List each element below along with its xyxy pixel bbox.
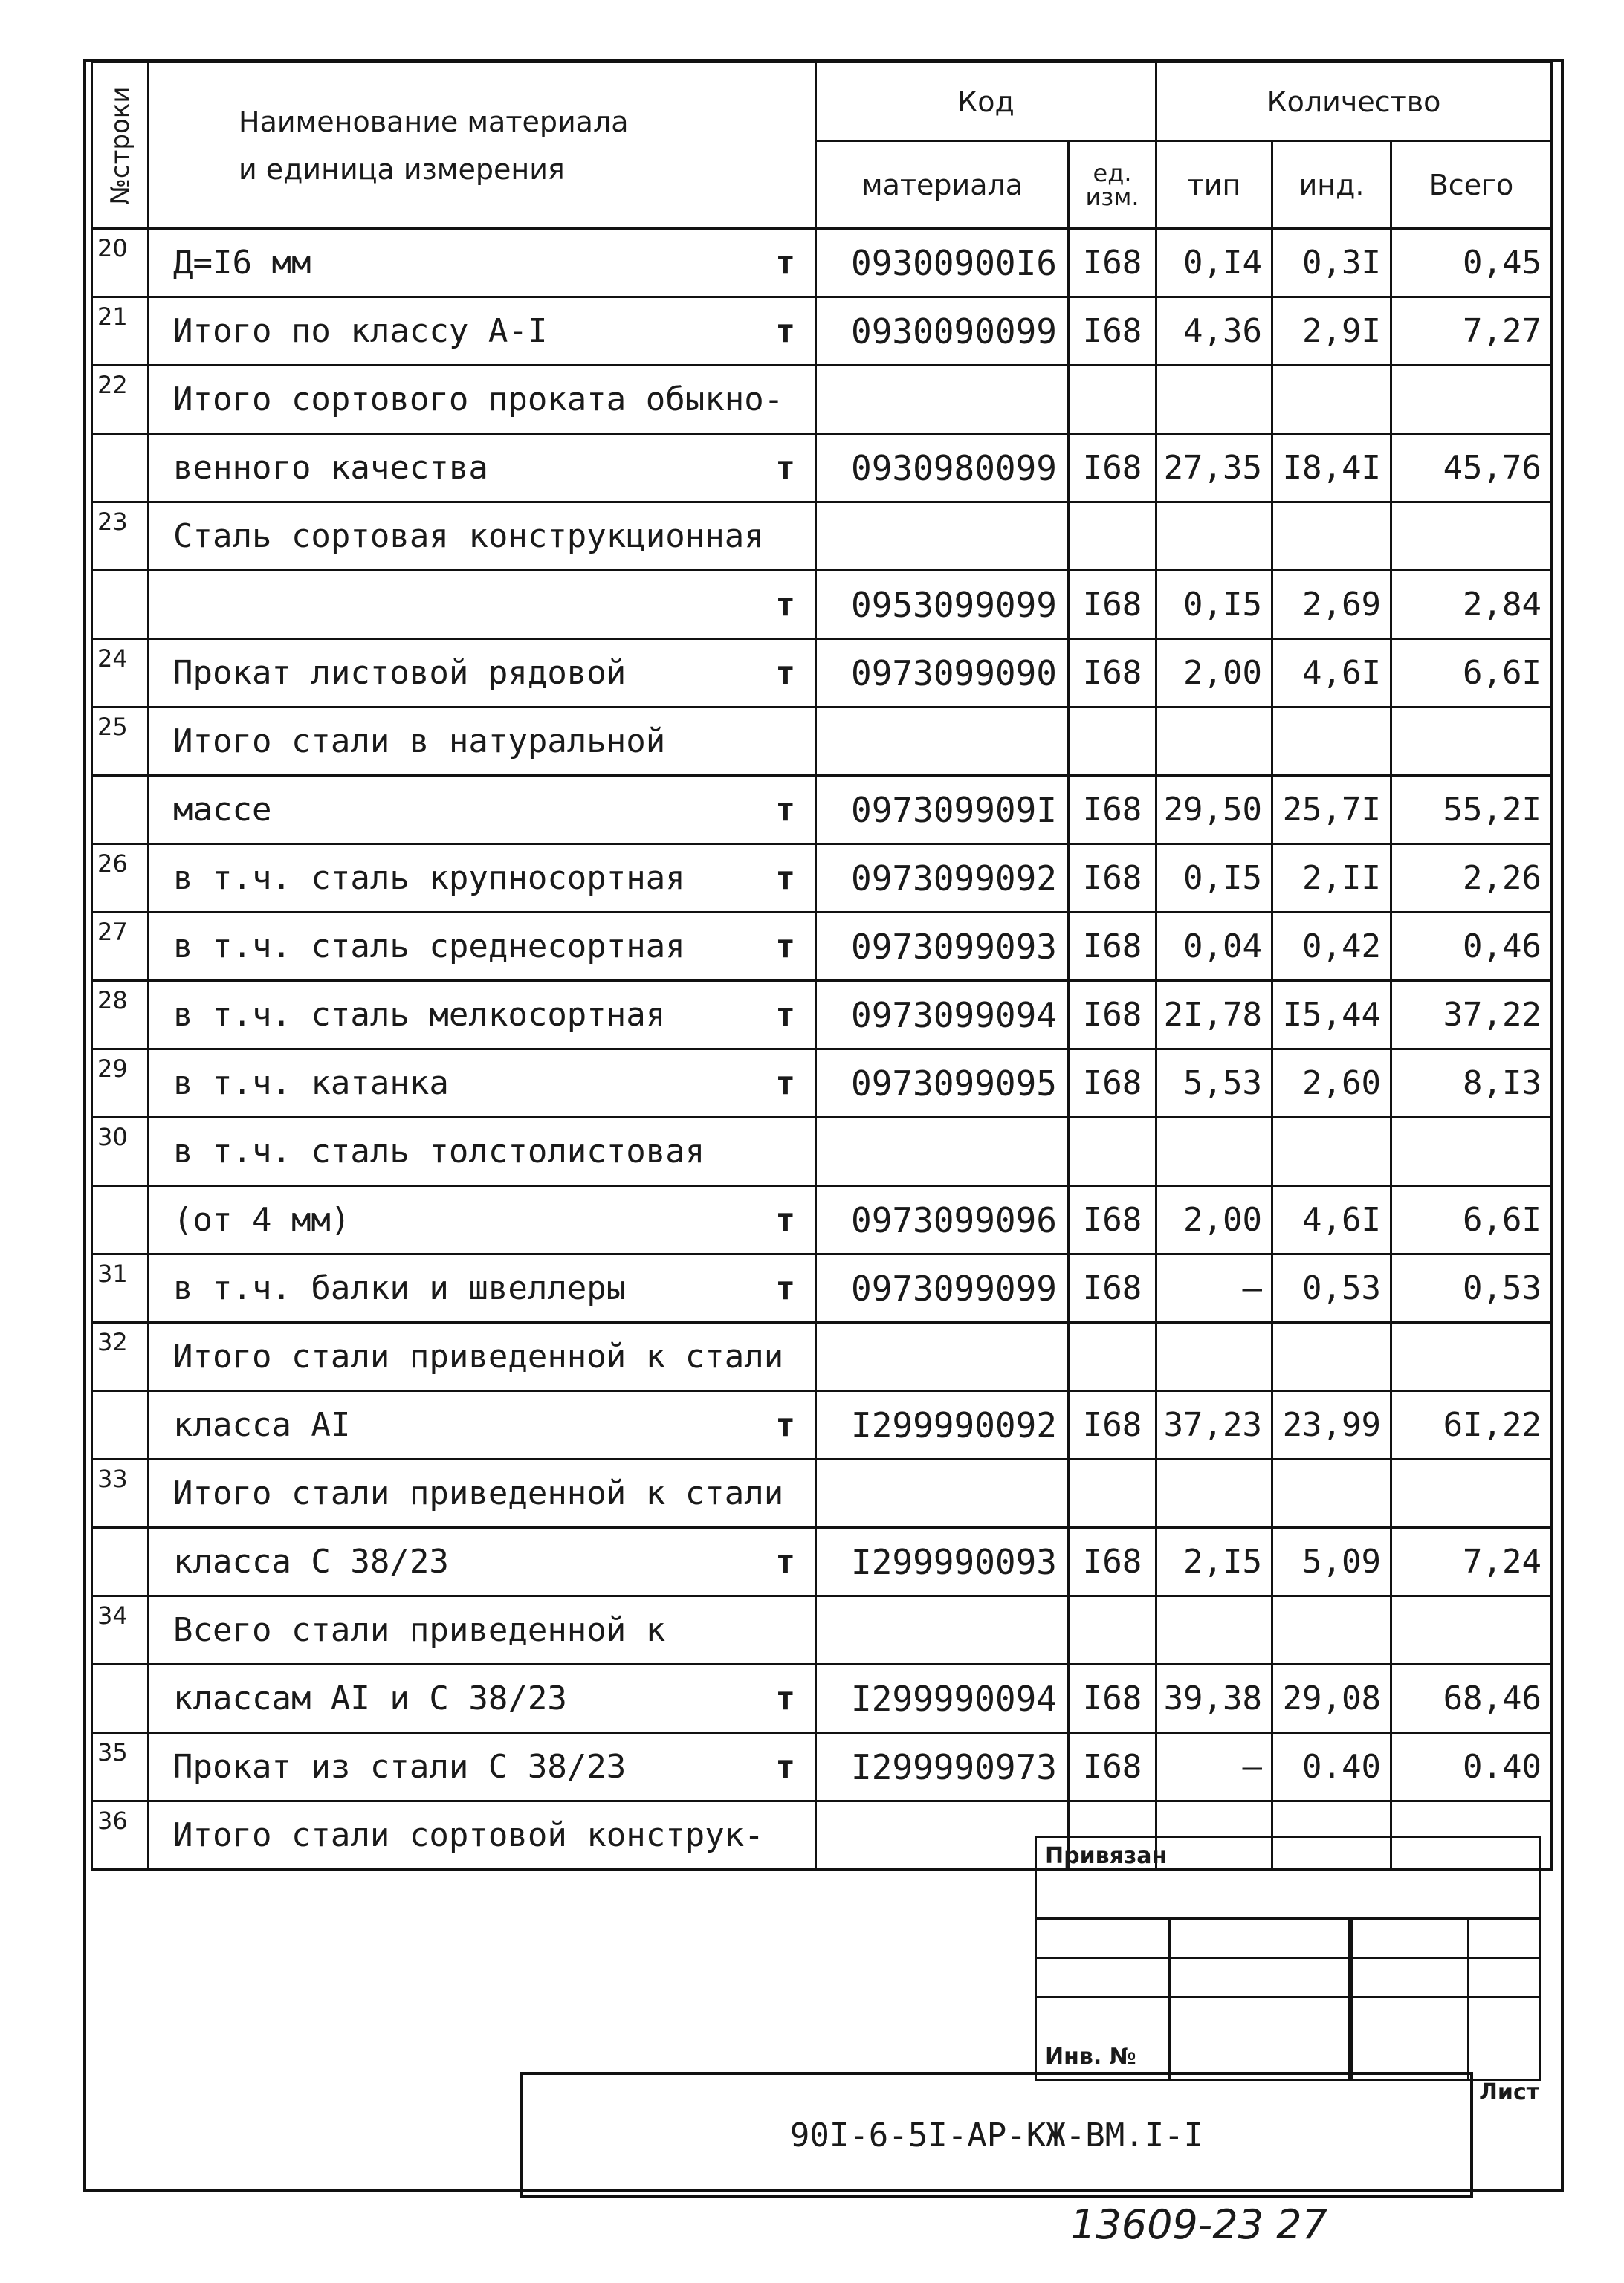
unit-code: I68	[1069, 297, 1156, 366]
unit-letter: т	[775, 1543, 795, 1581]
header-code-material: материала	[816, 141, 1069, 229]
material-name	[149, 502, 816, 571]
qty-ind: 2,69	[1272, 571, 1391, 639]
material-code: 0930090099	[816, 297, 1069, 366]
unit-code: I68	[1069, 1254, 1156, 1323]
qty-ind: 4,6I	[1272, 639, 1391, 707]
unit-letter: т	[775, 449, 795, 487]
qty-typ	[1156, 1596, 1272, 1665]
material-name	[149, 1186, 816, 1254]
table-row	[92, 1665, 1552, 1733]
material-name-text: классам АI и С 38/23	[173, 1680, 567, 1717]
material-code: 0973099093	[816, 913, 1069, 981]
unit-letter: т	[775, 1201, 795, 1239]
unit-code: I68	[1069, 1186, 1156, 1254]
unit-code: I68	[1069, 844, 1156, 913]
sheet-label: Лист	[1479, 2079, 1540, 2105]
qty-total: 2,84	[1391, 571, 1552, 639]
material-name	[149, 1254, 816, 1323]
unit-code: I68	[1069, 1665, 1156, 1733]
material-code: I299990094	[816, 1665, 1069, 1733]
row-number: 20	[92, 229, 149, 297]
row-number: 23	[92, 502, 149, 571]
table-row	[92, 1460, 1552, 1528]
material-code: 0973099092	[816, 844, 1069, 913]
row-number: 28	[92, 981, 149, 1049]
qty-typ	[1156, 707, 1272, 776]
unit-code: I68	[1069, 1049, 1156, 1118]
row-number	[92, 434, 149, 502]
qty-ind: I8,4I	[1272, 434, 1391, 502]
material-name-text: Итого по классу А-I	[173, 312, 548, 350]
handwritten-number: 13609-23 27	[1070, 2201, 1327, 2248]
unit-code	[1069, 502, 1156, 571]
qty-typ	[1156, 502, 1272, 571]
material-name	[149, 366, 816, 434]
qty-total: 8,I3	[1391, 1049, 1552, 1118]
qty-total: 0,46	[1391, 913, 1552, 981]
unit-letter: т	[775, 996, 795, 1034]
table-row	[92, 502, 1552, 571]
table-row	[92, 1596, 1552, 1665]
qty-total: 55,2I	[1391, 776, 1552, 844]
row-number: 21	[92, 297, 149, 366]
material-code	[816, 366, 1069, 434]
stamp-inv-label: Инв. №	[1045, 2044, 1136, 2070]
qty-typ: 27,35	[1156, 434, 1272, 502]
table-row	[92, 1186, 1552, 1254]
row-number	[92, 1528, 149, 1596]
row-number	[92, 1186, 149, 1254]
unit-code	[1069, 707, 1156, 776]
material-name-text: в т.ч. сталь среднесортная	[173, 927, 685, 965]
unit-letter: т	[775, 1748, 795, 1786]
row-number	[92, 776, 149, 844]
material-name-text: (от 4 мм)	[173, 1201, 351, 1239]
qty-total: 0,53	[1391, 1254, 1552, 1323]
header-quantity: Количество	[1156, 62, 1552, 141]
qty-typ: 0,I5	[1156, 571, 1272, 639]
material-name	[149, 1323, 816, 1391]
table-row	[92, 981, 1552, 1049]
material-code: 09300900I6	[816, 229, 1069, 297]
material-code	[816, 707, 1069, 776]
table-row	[92, 229, 1552, 297]
row-number	[92, 571, 149, 639]
qty-total: 0,45	[1391, 229, 1552, 297]
qty-typ: 0,04	[1156, 913, 1272, 981]
material-name-text: в т.ч. сталь толстолистовая	[173, 1133, 705, 1170]
material-name-text: Итого стали в натуральной	[173, 722, 666, 760]
material-name-text: в т.ч. балки и швеллеры	[173, 1269, 627, 1307]
stamp-cell	[1168, 1917, 1350, 2081]
material-name-text: класса С 38/23	[173, 1543, 449, 1581]
material-name	[149, 434, 816, 502]
table-row	[92, 639, 1552, 707]
qty-ind	[1272, 1323, 1391, 1391]
table-row	[92, 776, 1552, 844]
header-row-number: №строки	[92, 62, 149, 229]
table-row	[92, 844, 1552, 913]
header-qty-total: Всего	[1391, 141, 1552, 229]
qty-typ: 2,I5	[1156, 1528, 1272, 1596]
stamp-bound-label: Привязан	[1045, 1843, 1168, 1869]
material-name	[149, 1118, 816, 1186]
material-name	[149, 1733, 816, 1801]
row-number	[92, 1665, 149, 1733]
material-name-text: Д=I6 мм	[173, 244, 311, 282]
qty-ind	[1272, 1596, 1391, 1665]
qty-typ: –	[1156, 1733, 1272, 1801]
table-row	[92, 1323, 1552, 1391]
material-name	[149, 1391, 816, 1460]
qty-typ	[1156, 1460, 1272, 1528]
row-number: 31	[92, 1254, 149, 1323]
qty-total	[1391, 1323, 1552, 1391]
material-name-text: Итого сортового проката обыкно-	[173, 380, 784, 418]
unit-code: I68	[1069, 1733, 1156, 1801]
unit-code: I68	[1069, 229, 1156, 297]
row-number: 26	[92, 844, 149, 913]
table-row	[92, 707, 1552, 776]
row-number: 32	[92, 1323, 149, 1391]
material-name	[149, 1049, 816, 1118]
unit-letter: т	[775, 1269, 795, 1307]
qty-ind: 2,II	[1272, 844, 1391, 913]
row-number: 33	[92, 1460, 149, 1528]
material-code	[816, 1460, 1069, 1528]
qty-total: 45,76	[1391, 434, 1552, 502]
material-name-text: массе	[173, 791, 272, 829]
row-number: 30	[92, 1118, 149, 1186]
unit-code: I68	[1069, 1391, 1156, 1460]
unit-letter: т	[775, 1406, 795, 1444]
unit-letter: т	[775, 312, 795, 350]
qty-ind	[1272, 366, 1391, 434]
qty-ind	[1272, 707, 1391, 776]
unit-code: I68	[1069, 913, 1156, 981]
material-code	[816, 1801, 1069, 1870]
unit-code: I68	[1069, 639, 1156, 707]
unit-letter: т	[775, 654, 795, 692]
qty-total	[1391, 502, 1552, 571]
unit-code: I68	[1069, 776, 1156, 844]
qty-typ: 2,00	[1156, 639, 1272, 707]
qty-ind: 2,9I	[1272, 297, 1391, 366]
material-name	[149, 1801, 816, 1870]
qty-total	[1391, 707, 1552, 776]
material-code: 0953099099	[816, 571, 1069, 639]
document-code: 90I-6-5I-АР-КЖ-ВМ.I-I	[520, 2072, 1473, 2198]
row-number: 25	[92, 707, 149, 776]
unit-code: I68	[1069, 981, 1156, 1049]
qty-ind: 4,6I	[1272, 1186, 1391, 1254]
qty-total: 37,22	[1391, 981, 1552, 1049]
qty-typ	[1156, 1118, 1272, 1186]
header-qty-ind: инд.	[1272, 141, 1391, 229]
header-name-line1: Наименование материала	[239, 105, 629, 138]
unit-code	[1069, 1460, 1156, 1528]
stamp-cell	[1350, 1917, 1469, 2081]
unit-code: I68	[1069, 1528, 1156, 1596]
row-number: 36	[92, 1801, 149, 1870]
unit-letter: т	[775, 244, 795, 282]
qty-total	[1391, 1596, 1552, 1665]
table-row	[92, 913, 1552, 981]
header-name-line2: и единица измерения	[239, 152, 565, 186]
unit-code: I68	[1069, 571, 1156, 639]
material-name-text: Всего стали приведенной к	[173, 1611, 666, 1649]
table-row	[92, 434, 1552, 502]
material-code: 0973099090	[816, 639, 1069, 707]
material-code: 0973099095	[816, 1049, 1069, 1118]
qty-ind: 23,99	[1272, 1391, 1391, 1460]
table-row	[92, 1254, 1552, 1323]
row-number: 34	[92, 1596, 149, 1665]
qty-typ: 29,50	[1156, 776, 1272, 844]
row-number: 24	[92, 639, 149, 707]
unit-code: I68	[1069, 434, 1156, 502]
material-code: 097309909I	[816, 776, 1069, 844]
qty-total	[1391, 366, 1552, 434]
material-name	[149, 913, 816, 981]
qty-typ: 2,00	[1156, 1186, 1272, 1254]
unit-letter: т	[775, 1064, 795, 1102]
material-name-text: Итого стали приведенной к стали	[173, 1338, 784, 1376]
material-name	[149, 707, 816, 776]
qty-total: 7,24	[1391, 1528, 1552, 1596]
qty-ind: 25,7I	[1272, 776, 1391, 844]
qty-ind: 29,08	[1272, 1665, 1391, 1733]
material-name-text: класса АI	[173, 1406, 351, 1444]
unit-letter: т	[775, 1680, 795, 1717]
qty-typ: 4,36	[1156, 297, 1272, 366]
material-name-text: венного качества	[173, 449, 488, 487]
unit-code	[1069, 1118, 1156, 1186]
table-row	[92, 366, 1552, 434]
qty-typ: –	[1156, 1254, 1272, 1323]
material-name-text: в т.ч. сталь крупносортная	[173, 859, 685, 897]
qty-ind: 5,09	[1272, 1528, 1391, 1596]
qty-total: 68,46	[1391, 1665, 1552, 1733]
qty-ind: 0,42	[1272, 913, 1391, 981]
header-code-unit: ед. изм.	[1069, 141, 1156, 229]
material-code	[816, 1596, 1069, 1665]
table-row	[92, 1049, 1552, 1118]
unit-code	[1069, 366, 1156, 434]
qty-typ: 0,I5	[1156, 844, 1272, 913]
qty-ind: 2,60	[1272, 1049, 1391, 1118]
material-code: 0973099094	[816, 981, 1069, 1049]
unit-code	[1069, 1323, 1156, 1391]
qty-typ: 37,23	[1156, 1391, 1272, 1460]
material-name	[149, 981, 816, 1049]
material-name	[149, 1596, 816, 1665]
material-name	[149, 1528, 816, 1596]
row-number: 22	[92, 366, 149, 434]
qty-typ: 0,I4	[1156, 229, 1272, 297]
material-code	[816, 1323, 1069, 1391]
material-code: I299990973	[816, 1733, 1069, 1801]
material-code: I299990093	[816, 1528, 1069, 1596]
material-code: 0973099099	[816, 1254, 1069, 1323]
material-name	[149, 1665, 816, 1733]
qty-ind: 0,53	[1272, 1254, 1391, 1323]
material-name-text: в т.ч. катанка	[173, 1064, 449, 1102]
material-name-text: Итого стали сортовой конструк-	[173, 1816, 764, 1854]
table-row	[92, 1391, 1552, 1460]
material-name	[149, 776, 816, 844]
material-code	[816, 1118, 1069, 1186]
qty-typ: 39,38	[1156, 1665, 1272, 1733]
materials-table	[91, 61, 1553, 1871]
row-number: 29	[92, 1049, 149, 1118]
header-material-name	[149, 62, 816, 229]
unit-code	[1069, 1596, 1156, 1665]
material-name	[149, 844, 816, 913]
qty-ind: 0.40	[1272, 1733, 1391, 1801]
title-block-stamp	[1035, 1836, 1540, 2081]
header-code: Код	[816, 62, 1156, 141]
row-number: 27	[92, 913, 149, 981]
qty-total: 7,27	[1391, 297, 1552, 366]
row-number	[92, 1391, 149, 1460]
material-code	[816, 502, 1069, 571]
unit-letter: т	[775, 859, 795, 897]
qty-total: 6,6I	[1391, 1186, 1552, 1254]
material-name	[149, 571, 816, 639]
material-name	[149, 229, 816, 297]
material-name	[149, 639, 816, 707]
qty-total: 0.40	[1391, 1733, 1552, 1801]
qty-total	[1391, 1460, 1552, 1528]
table-row	[92, 1733, 1552, 1801]
unit-letter: т	[775, 927, 795, 965]
unit-letter: т	[775, 791, 795, 829]
material-name-text: Прокат листовой рядовой	[173, 654, 627, 692]
table-row	[92, 297, 1552, 366]
material-code: 0930980099	[816, 434, 1069, 502]
unit-letter: т	[775, 586, 795, 624]
table-row	[92, 1528, 1552, 1596]
qty-ind: I5,44	[1272, 981, 1391, 1049]
qty-total	[1391, 1118, 1552, 1186]
qty-ind	[1272, 1460, 1391, 1528]
qty-typ	[1156, 366, 1272, 434]
qty-ind: 0,3I	[1272, 229, 1391, 297]
qty-typ: 2I,78	[1156, 981, 1272, 1049]
qty-typ	[1156, 1323, 1272, 1391]
table-row	[92, 571, 1552, 639]
material-code: 0973099096	[816, 1186, 1069, 1254]
material-name-text: Прокат из стали С 38/23	[173, 1748, 627, 1786]
material-name	[149, 1460, 816, 1528]
material-code: I299990092	[816, 1391, 1069, 1460]
material-name-text: Сталь сортовая конструкционная	[173, 517, 764, 555]
row-number: 35	[92, 1733, 149, 1801]
qty-total: 2,26	[1391, 844, 1552, 913]
qty-total: 6I,22	[1391, 1391, 1552, 1460]
material-name-text: Итого стали приведенной к стали	[173, 1474, 784, 1512]
material-name-text: в т.ч. сталь мелкосортная	[173, 996, 666, 1034]
qty-ind	[1272, 502, 1391, 571]
table-row	[92, 1118, 1552, 1186]
qty-total: 6,6I	[1391, 639, 1552, 707]
material-name	[149, 297, 816, 366]
qty-ind	[1272, 1118, 1391, 1186]
qty-typ: 5,53	[1156, 1049, 1272, 1118]
header-qty-typ: тип	[1156, 141, 1272, 229]
